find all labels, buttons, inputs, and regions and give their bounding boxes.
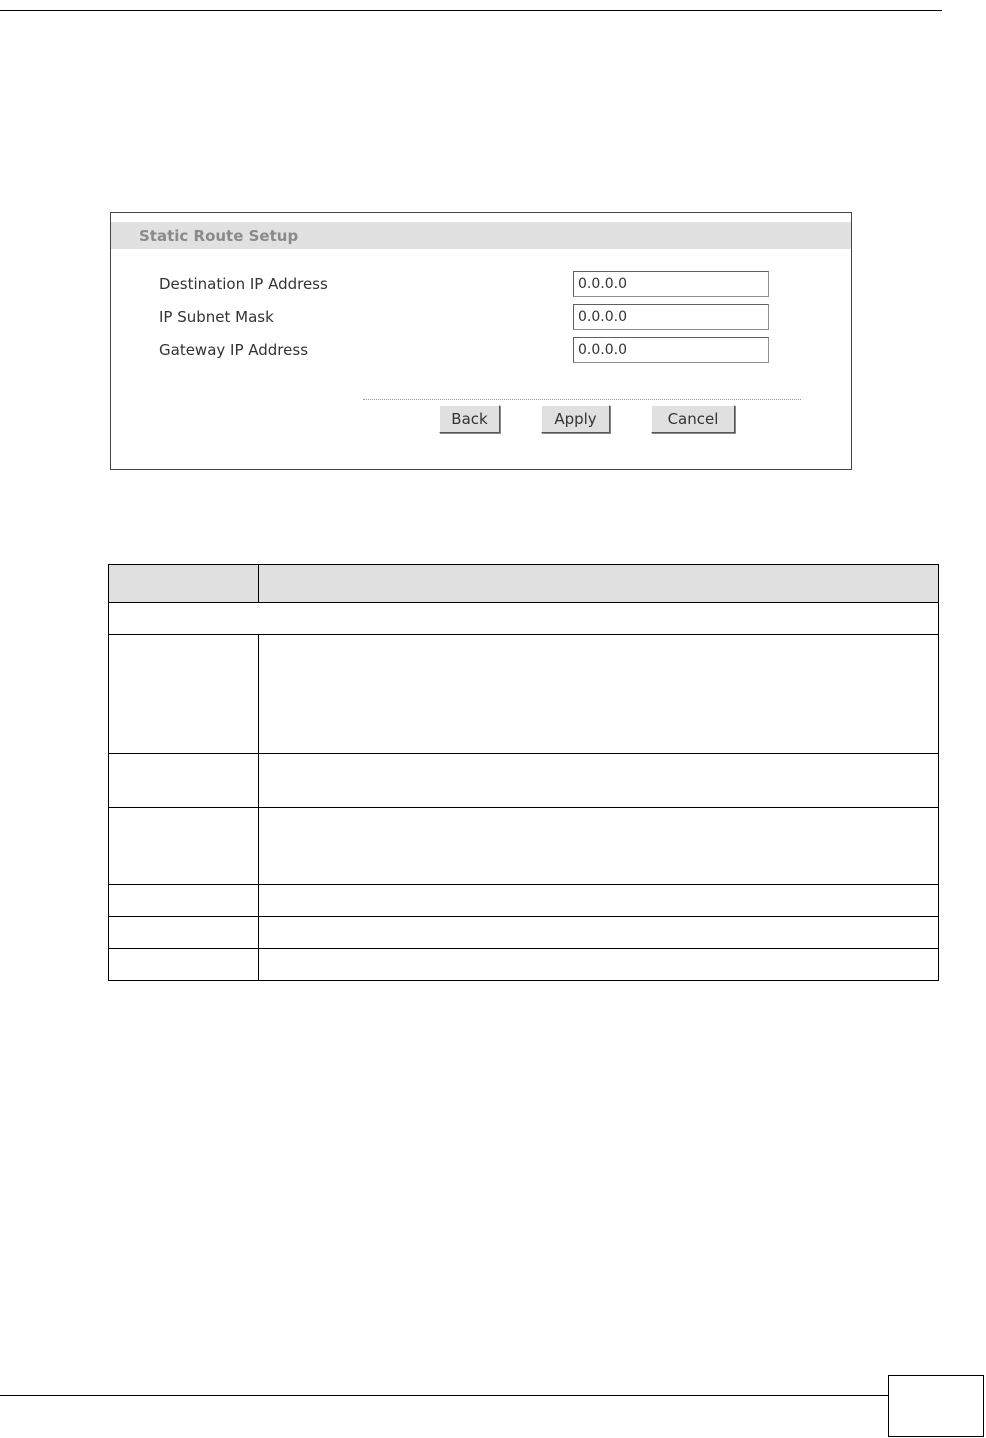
table-cell (259, 917, 939, 949)
gateway-ip-label: Gateway IP Address (159, 341, 309, 359)
table-cell (109, 808, 259, 885)
table-cell (109, 949, 259, 981)
table-cell (109, 917, 259, 949)
table-cell (259, 949, 939, 981)
destination-ip-input[interactable] (573, 271, 769, 297)
subnet-mask-input[interactable] (573, 304, 769, 330)
subnet-mask-label: IP Subnet Mask (159, 308, 274, 326)
table-row (109, 917, 939, 949)
table-cell (109, 885, 259, 917)
table-row (109, 754, 939, 808)
table-cell (259, 885, 939, 917)
back-button[interactable]: Back (439, 405, 500, 433)
panel-title: Static Route Setup (139, 227, 299, 245)
table-header-cell (109, 565, 259, 603)
table-cell (259, 808, 939, 885)
bottom-rule (0, 1395, 888, 1396)
table-row (109, 885, 939, 917)
page-number-box (888, 1375, 984, 1437)
top-rule (0, 10, 942, 11)
apply-button[interactable]: Apply (541, 405, 610, 433)
static-route-setup-panel (110, 212, 852, 470)
table-header-row (109, 565, 939, 603)
table-cell (109, 635, 259, 754)
cancel-button[interactable]: Cancel (651, 405, 735, 433)
table-header-cell (259, 565, 939, 603)
table-cell (109, 603, 939, 635)
destination-ip-label: Destination IP Address (159, 275, 328, 293)
table-section-row (109, 603, 939, 635)
table-cell (259, 635, 939, 754)
table-cell (259, 754, 939, 808)
table-row (109, 808, 939, 885)
table-cell (109, 754, 259, 808)
button-divider (363, 399, 801, 400)
table-row (109, 635, 939, 754)
field-description-table (108, 564, 939, 981)
gateway-ip-input[interactable] (573, 337, 769, 363)
table-row (109, 949, 939, 981)
